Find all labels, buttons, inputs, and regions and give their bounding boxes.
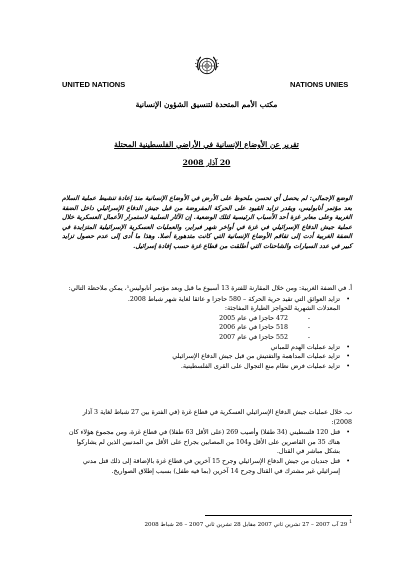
west-bank-section [62,284,352,371]
report-title: تقرير عن الأوضاع الإنسانية في الأراضي الفلسطينية المحتلة [114,140,299,149]
footnote [62,519,352,529]
list-item: • تزايد عمليات فرض نظام منع التجوال على القرى الفلسطينية. [62,362,340,372]
office-name: مكتب الأمم المتحدة لتنسيق الشؤون الإنسانية [135,100,278,109]
report-date: 20 آذار 2008 [182,158,231,167]
west-bank-list [62,295,352,372]
list-item: - 518 حاجزا في عام 2006 [62,323,340,333]
org-name-english: UNITED NATIONS [62,80,126,89]
list-item: • تزايد عمليات المداهمة والتفتيش من قبل جيش الدفاع الإسرائيلي [62,352,340,362]
list-item: • قتل جنديان من جيش الدفاع الإسرائيلي وجرح 15 آخرين في قطاع غزة بالإضافة إلى ذلك قتل مدني إسرائيلي غير مشترك في القتال وجرح 14 آخرين (بما فيه طفل) بسبب إطلاق الصواريخ. [62,457,340,476]
west-bank-heading: أ. في الضفة الغربية: ومن خلال المقارنة للفترة 13 أسبوع ما قبل وبعد مؤتمر أنابوليس¹، يمكن ملاحظة التالي: [68,285,352,292]
list-item: • تزايد العوائق التي تقيد حرية الحركة – 580 حاجزا و عائقا لغاية شهر شباط 2008. [62,295,340,305]
list-item: • قتل 120 فلسطيني (34 طفلا) وأصيب 269 (على الأقل 63 طفلا) في قطاع غزة، ومن مجموع هؤلاء كان هناك 35 من القاصرين على الأقل و104 من المصابين بجراح على الأقل من المدنيين الذين لم يشاركوا بشكل مباشر في القتال. [62,428,340,457]
overview-paragraph: الوضع الإجمالي: لم يحصل أي تحسن ملحوظ على الأرض في الأوضاع الإنسانية منذ إعادة تنشيط عملية السلام بعد مؤتمر أنابوليس، ويقدر تزايد القيود على الحركة المفروضة من قبل جيش الدفاع الإسرائيلي داخل الضفة الغربية وعلى معابر غزة أحد الأسباب الرئيسية لتلك الوضعية. إن الآثار السلبية لاستمرار الأعمال العسكرية خلال عملية جيش الدفاع الإسرائيلي في غزة في أواخر شهر فبراير، والعمليات العسكرية الإسرائيلية المتزايدة في الضفة الغربية أدت إلى تفاقم الأوضاع الإنسانية التي كانت متدهورة أصلا. وهذا ما أدى إلى عدم حصول تزايد كبير في عدد السيارات والشاحنات التي أطلقت من قطاع غزة حسب إفادة إسرائيل. [62,195,352,250]
un-emblem-icon [193,52,221,80]
list-item: - 472 حاجزا في عام 2005 [62,314,340,324]
footnote-text: 29 آب 2007 – 27 تشرين ثاني 2007 مقابل 28 تشرين ثاني 2007 – 26 شباط 2008 [144,521,348,528]
gaza-section [62,408,352,476]
list-item: • تزايد عمليات الهدم للمباني [62,343,340,353]
footnote-marker: 1 [349,520,352,525]
list-item: المعدلات الشهرية للحواجز الطيارة المفاجئة: [224,305,340,313]
gaza-heading: ب. خلال عمليات جيش الدفاع الإسرائيلي العسكرية في قطاع غزة (في الفترة بين 27 شباط لغاية 3 آذار 2008): [82,409,352,426]
org-name-french: NATIONS UNIES [290,80,349,89]
footnote-divider [205,515,352,516]
list-item: - 552 حاجزا في عام 2007 [62,333,340,343]
gaza-list [62,428,352,476]
